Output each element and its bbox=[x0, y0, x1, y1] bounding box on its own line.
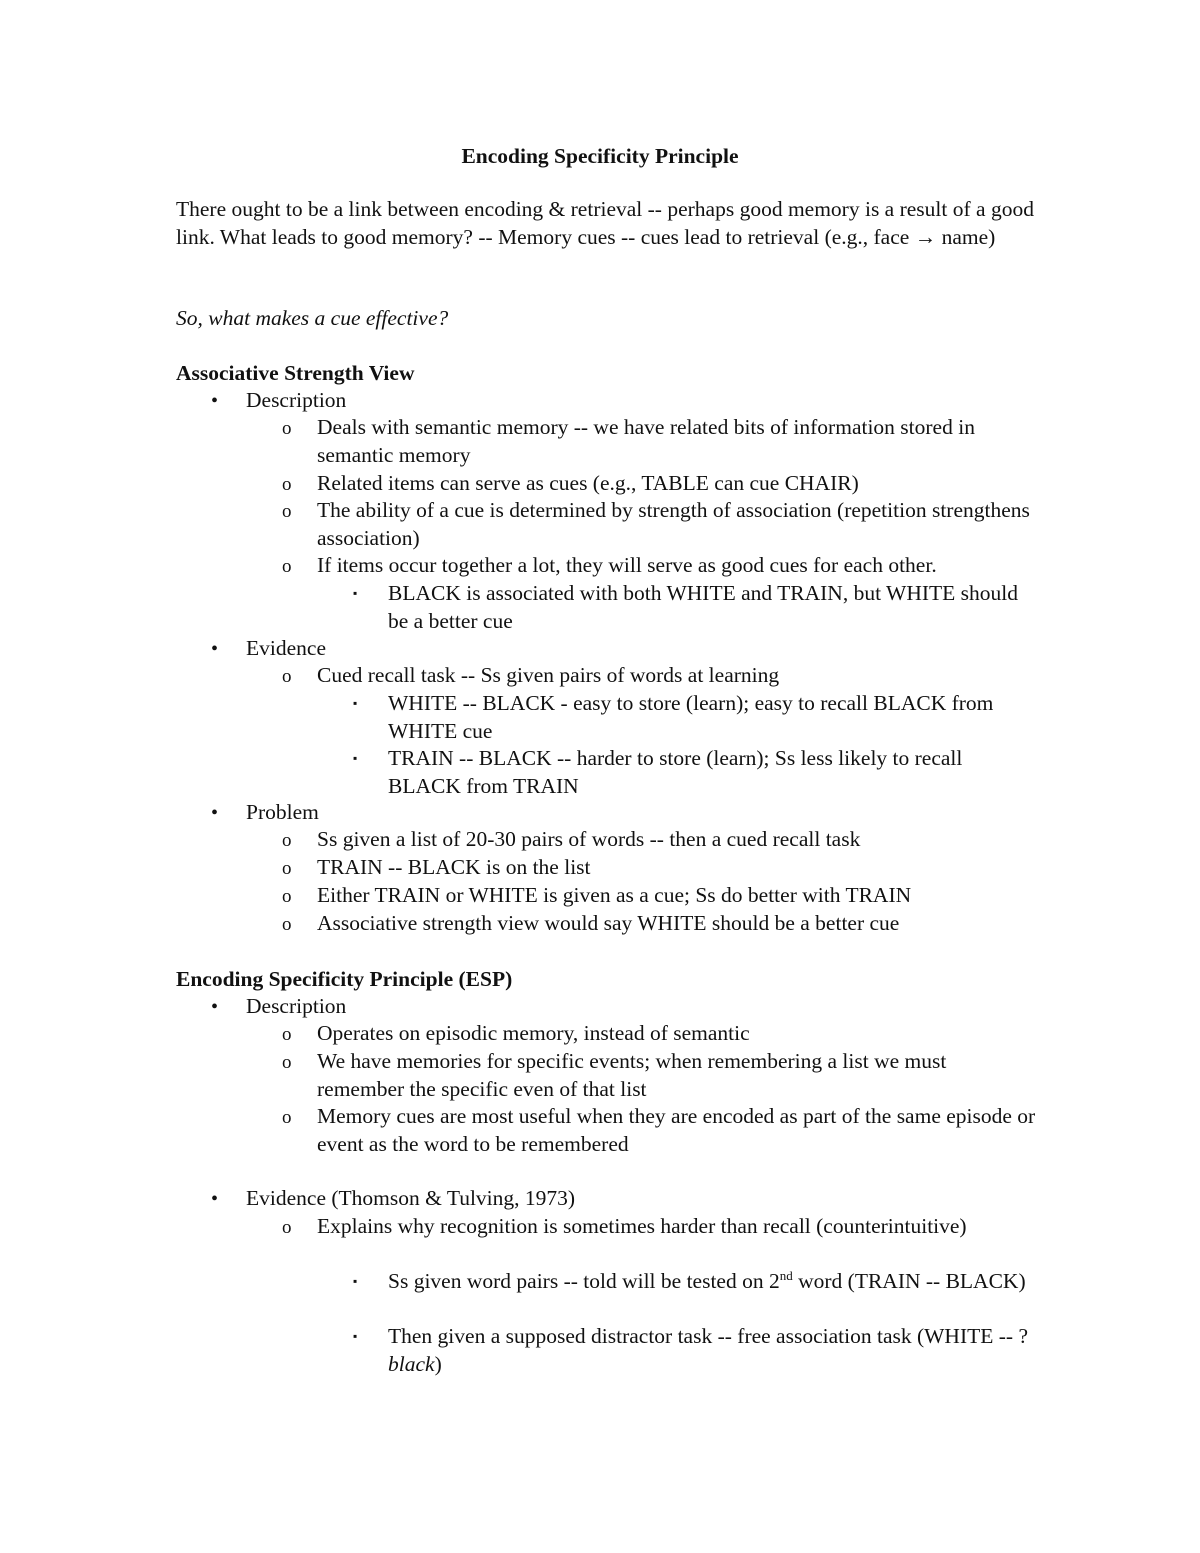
list-item: TRAIN -- BLACK -- harder to store (learn); Ss less likely to recall BLACK from TRAIN bbox=[388, 746, 963, 798]
square-bullet-icon: ▪ bbox=[353, 586, 358, 600]
list-item: Explains why recognition is sometimes harder than recall (counterintuitive) bbox=[317, 1214, 967, 1238]
list-item: Memory cues are most useful when they are encoded as part of the same episode or event as the word to be remembered bbox=[317, 1104, 1036, 1156]
circle-bullet-icon: o bbox=[282, 1052, 292, 1073]
page-title: Encoding Specificity Principle bbox=[461, 144, 739, 168]
circle-bullet-icon: o bbox=[282, 914, 292, 935]
list-item-evidence: Evidence (Thomson & Tulving, 1973) bbox=[246, 1186, 576, 1210]
list-item: TRAIN -- BLACK is on the list bbox=[317, 855, 591, 879]
circle-bullet-icon: o bbox=[282, 1217, 292, 1238]
bullet-icon: • bbox=[211, 802, 219, 824]
list-item-problem: Problem bbox=[246, 800, 319, 824]
square-bullet-icon: ▪ bbox=[353, 751, 358, 765]
list-item-description: Description bbox=[246, 388, 347, 412]
list-item: WHITE -- BLACK - easy to store (learn); easy to recall BLACK from WHITE cue bbox=[388, 691, 994, 743]
question-text: So, what makes a cue effective? bbox=[176, 306, 449, 330]
list-item: Either TRAIN or WHITE is given as a cue; Ss do better with TRAIN bbox=[317, 883, 912, 907]
intro-text: There ought to be a link between encoding & retrieval -- perhaps good memory is a result of a good link. What leads to good memory? -- Memory cues -- cues lead to retrieval (e.g., face bbox=[176, 197, 1034, 249]
circle-bullet-icon: o bbox=[282, 666, 292, 687]
intro-text-end: name) bbox=[936, 224, 996, 249]
intro-paragraph bbox=[176, 196, 1036, 251]
list-item: The ability of a cue is determined by strength of association (repetition strengthens association) bbox=[317, 498, 1030, 550]
arrow-icon: → bbox=[914, 224, 937, 249]
section-heading-esp: Encoding Specificity Principle (ESP) bbox=[176, 967, 513, 991]
list-item bbox=[388, 1323, 1038, 1378]
list-item-evidence: Evidence bbox=[246, 636, 326, 660]
bullet-icon: • bbox=[211, 996, 219, 1018]
square-bullet-icon: ▪ bbox=[353, 1329, 358, 1343]
list-item-text: Then given a supposed distractor task -- free association task (WHITE -- ? bbox=[388, 1324, 1028, 1348]
circle-bullet-icon: o bbox=[282, 858, 292, 879]
list-item: If items occur together a lot, they will serve as good cues for each other. bbox=[317, 553, 937, 577]
square-bullet-icon: ▪ bbox=[353, 1274, 358, 1288]
circle-bullet-icon: o bbox=[282, 418, 292, 439]
bullet-icon: • bbox=[211, 1188, 219, 1210]
list-item: Ss given a list of 20-30 pairs of words -- then a cued recall task bbox=[317, 827, 861, 851]
circle-bullet-icon: o bbox=[282, 501, 292, 522]
circle-bullet-icon: o bbox=[282, 886, 292, 907]
circle-bullet-icon: o bbox=[282, 474, 292, 495]
bullet-icon: • bbox=[211, 638, 219, 660]
list-item: Associative strength view would say WHITE should be a better cue bbox=[317, 911, 900, 935]
section-heading-associative: Associative Strength View bbox=[176, 361, 415, 385]
circle-bullet-icon: o bbox=[282, 556, 292, 577]
list-item: Deals with semantic memory -- we have related bits of information stored in semantic memory bbox=[317, 415, 975, 467]
ordinal-suffix: nd bbox=[779, 1267, 793, 1283]
list-item-text-end: ) bbox=[434, 1351, 442, 1376]
list-item: BLACK is associated with both WHITE and TRAIN, but WHITE should be a better cue bbox=[388, 581, 1018, 633]
list-item: Cued recall task -- Ss given pairs of words at learning bbox=[317, 663, 780, 687]
list-item bbox=[388, 1268, 1038, 1296]
list-item: We have memories for specific events; when remembering a list we must remember the specific even of that list bbox=[317, 1049, 947, 1101]
list-item-description: Description bbox=[246, 994, 347, 1018]
list-item-text-end: word (TRAIN -- BLACK) bbox=[792, 1269, 1026, 1293]
list-item-italic: black bbox=[388, 1351, 435, 1376]
list-item: Related items can serve as cues (e.g., TABLE can cue CHAIR) bbox=[317, 471, 859, 495]
bullet-icon: • bbox=[211, 390, 219, 412]
circle-bullet-icon: o bbox=[282, 1024, 292, 1045]
list-item: Operates on episodic memory, instead of semantic bbox=[317, 1021, 750, 1045]
square-bullet-icon: ▪ bbox=[353, 696, 358, 710]
circle-bullet-icon: o bbox=[282, 830, 292, 851]
circle-bullet-icon: o bbox=[282, 1107, 292, 1128]
list-item-text: Ss given word pairs -- told will be tested on 2 bbox=[388, 1269, 780, 1293]
